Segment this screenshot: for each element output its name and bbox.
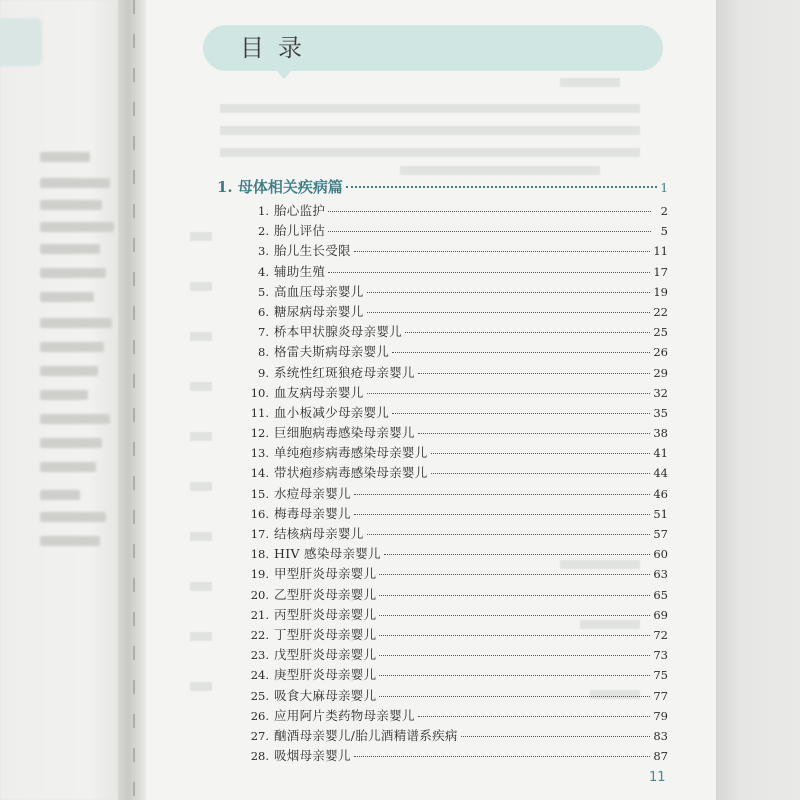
toc-entry[interactable]: [242, 726, 668, 746]
dot-leader: [354, 514, 651, 515]
entry-title: HIV 感染母亲婴儿: [274, 546, 381, 562]
entry-number: 4.: [258, 264, 269, 279]
page-stack-edge: [716, 0, 800, 800]
dot-leader: [379, 635, 650, 636]
entry-page-number: 44: [653, 466, 668, 481]
previous-page: [0, 0, 128, 800]
toc-entry[interactable]: [242, 443, 668, 463]
entry-title: 高血压母亲婴儿: [274, 283, 364, 299]
entry-number: 2.: [258, 224, 269, 239]
dot-leader: [354, 251, 651, 252]
entry-number: 5.: [258, 284, 269, 299]
entry-number: 23.: [250, 648, 269, 663]
entry-title: 血小板减少母亲婴儿: [274, 404, 390, 420]
entry-number: 1.: [258, 204, 269, 218]
entry-number: 21.: [250, 607, 269, 622]
toc-entry[interactable]: [242, 746, 668, 766]
dot-leader: [431, 473, 651, 474]
entry-number: 28.: [250, 749, 269, 764]
entry-number: 22.: [250, 627, 269, 642]
entry-title: 丙型肝炎母亲婴儿: [274, 606, 377, 622]
entry-number: 7.: [258, 325, 269, 340]
entry-page-number: 25: [653, 325, 668, 340]
entry-number: 13.: [250, 446, 269, 461]
entry-page-number: 32: [653, 385, 668, 400]
dot-leader: [405, 332, 650, 333]
dot-leader: [384, 554, 651, 555]
entry-title: 庚型肝炎母亲婴儿: [274, 667, 377, 683]
toc-entry[interactable]: [242, 342, 668, 362]
entry-page-number: 46: [653, 486, 668, 501]
toc-entry[interactable]: [242, 463, 668, 483]
entry-number: 19.: [250, 567, 269, 582]
dot-leader: [379, 675, 650, 676]
page-title: 目录: [240, 34, 316, 62]
entry-page-number: 72: [653, 627, 668, 642]
entry-title: 吸食大麻母亲婴儿: [274, 687, 377, 703]
entry-title: 结核病母亲婴儿: [274, 526, 364, 541]
entry-title: 胎儿评估: [274, 223, 326, 239]
dot-leader: [418, 373, 651, 374]
entry-number: 12.: [250, 426, 269, 441]
entry-page-number: 60: [653, 547, 668, 562]
entry-number: 8.: [258, 345, 269, 360]
toc-entry[interactable]: [242, 686, 668, 706]
dot-leader: [461, 736, 651, 737]
entry-number: 20.: [250, 587, 269, 602]
dot-leader: [354, 756, 651, 757]
toc-entry[interactable]: [242, 504, 668, 524]
entry-number: 11.: [250, 405, 269, 420]
toc-entry[interactable]: [242, 524, 668, 544]
dot-leader: [379, 696, 650, 697]
dot-leader: [431, 453, 651, 454]
toc-entry[interactable]: [242, 706, 668, 726]
entry-title: 格雷夫斯病母亲婴儿: [274, 344, 390, 360]
entry-page-number: 69: [653, 607, 668, 622]
entry-title: 甲型肝炎母亲婴儿: [274, 566, 377, 582]
entry-title: 水痘母亲婴儿: [274, 485, 351, 501]
entry-page-number: 73: [653, 648, 668, 663]
dot-leader: [328, 272, 650, 273]
entry-title: 酗酒母亲婴儿/胎儿酒精谱系疾病: [274, 727, 458, 743]
entry-title: 糖尿病母亲婴儿: [274, 303, 364, 319]
entry-number: 27.: [250, 728, 269, 743]
toc-entry[interactable]: [242, 201, 668, 221]
entry-page-number: 22: [653, 304, 668, 319]
toc-entry[interactable]: [242, 645, 668, 665]
entry-number: 24.: [250, 668, 269, 683]
entry-title: 系统性红斑狼疮母亲婴儿: [274, 364, 415, 380]
entry-number: 16.: [250, 506, 269, 521]
toc-entry[interactable]: [242, 585, 668, 605]
entry-number: 14.: [250, 466, 269, 481]
entry-number: 17.: [250, 527, 269, 541]
page-number: 11: [649, 770, 666, 785]
entry-number: 18.: [250, 547, 269, 562]
dot-leader: [367, 393, 651, 394]
entry-page-number: 77: [653, 688, 668, 703]
entry-number: 9.: [258, 365, 269, 380]
dot-leader: [346, 186, 657, 188]
section-title: 1. 母体相关疾病篇: [217, 178, 343, 196]
section-page-number: 1: [660, 181, 668, 195]
dot-leader: [418, 716, 651, 717]
dot-leader: [379, 595, 650, 596]
toc-entry[interactable]: [242, 363, 668, 383]
entry-title: 胎心监护: [274, 203, 326, 218]
entry-title: 胎儿生长受限: [274, 243, 351, 259]
toc-entry[interactable]: [242, 544, 668, 564]
toc-entry[interactable]: [242, 423, 668, 443]
toc-header-bubble: [203, 25, 663, 71]
entry-title: 辅助生殖: [274, 263, 326, 279]
entry-page-number: 26: [653, 345, 668, 360]
toc-entry[interactable]: [242, 665, 668, 685]
entry-title: 桥本甲状腺炎母亲婴儿: [274, 324, 403, 340]
toc-entry[interactable]: [242, 625, 668, 645]
toc-entry[interactable]: [242, 403, 668, 423]
dot-leader: [367, 292, 651, 293]
dot-leader: [367, 312, 651, 313]
entry-page-number: 35: [653, 405, 668, 420]
entry-page-number: 65: [653, 587, 668, 602]
entry-page-number: 17: [653, 264, 668, 279]
toc-entry[interactable]: [242, 383, 668, 403]
entry-page-number: 11: [653, 244, 668, 259]
entry-page-number: 2: [660, 204, 668, 218]
toc-entry-list: [242, 201, 668, 767]
toc-entry[interactable]: [242, 564, 668, 584]
dot-leader: [392, 413, 650, 414]
previous-page-tab: [0, 18, 42, 66]
entry-title: 吸烟母亲婴儿: [274, 748, 351, 764]
toc-entry[interactable]: [242, 241, 668, 261]
entry-page-number: 5: [660, 224, 668, 239]
entry-page-number: 57: [653, 527, 668, 541]
toc-section-heading[interactable]: [217, 176, 668, 198]
toc-entry[interactable]: [242, 302, 668, 322]
entry-title: 乙型肝炎母亲婴儿: [274, 586, 377, 602]
toc-entry[interactable]: [242, 262, 668, 282]
entry-title: 巨细胞病毒感染母亲婴儿: [274, 425, 415, 441]
dot-leader: [328, 211, 651, 212]
dot-leader: [367, 534, 651, 535]
entry-page-number: 63: [653, 567, 668, 582]
entry-title: 丁型肝炎母亲婴儿: [274, 626, 377, 642]
dot-leader: [379, 655, 650, 656]
entry-page-number: 38: [653, 426, 668, 441]
dot-leader: [418, 433, 651, 434]
dot-leader: [379, 615, 650, 616]
toc-entry[interactable]: [242, 282, 668, 302]
entry-title: 戊型肝炎母亲婴儿: [274, 647, 377, 663]
entry-page-number: 83: [653, 728, 668, 743]
dot-leader: [354, 494, 651, 495]
entry-number: 15.: [250, 486, 269, 501]
entry-page-number: 29: [653, 365, 668, 380]
toc-entry[interactable]: [242, 484, 668, 504]
entry-title: 血友病母亲婴儿: [274, 384, 364, 400]
toc-entry[interactable]: [242, 221, 668, 241]
entry-title: 单纯疱疹病毒感染母亲婴儿: [274, 445, 428, 461]
entry-number: 26.: [250, 708, 269, 723]
dot-leader: [328, 231, 651, 232]
entry-page-number: 19: [653, 284, 668, 299]
entry-page-number: 41: [653, 446, 668, 461]
entry-number: 25.: [250, 688, 269, 703]
binding-stitch: [133, 0, 135, 800]
entry-page-number: 75: [653, 668, 668, 683]
toc-entry[interactable]: [242, 605, 668, 625]
entry-page-number: 87: [653, 749, 668, 764]
dot-leader: [379, 574, 650, 575]
entry-title: 带状疱疹病毒感染母亲婴儿: [274, 465, 428, 481]
entry-title: 梅毒母亲婴儿: [274, 505, 351, 521]
entry-page-number: 51: [653, 506, 668, 521]
entry-number: 6.: [258, 304, 269, 319]
dot-leader: [392, 352, 650, 353]
entry-number: 3.: [258, 244, 269, 259]
entry-page-number: 79: [653, 708, 668, 723]
toc-entry[interactable]: [242, 322, 668, 342]
entry-title: 应用阿片类药物母亲婴儿: [274, 707, 415, 723]
entry-number: 10.: [250, 385, 269, 400]
